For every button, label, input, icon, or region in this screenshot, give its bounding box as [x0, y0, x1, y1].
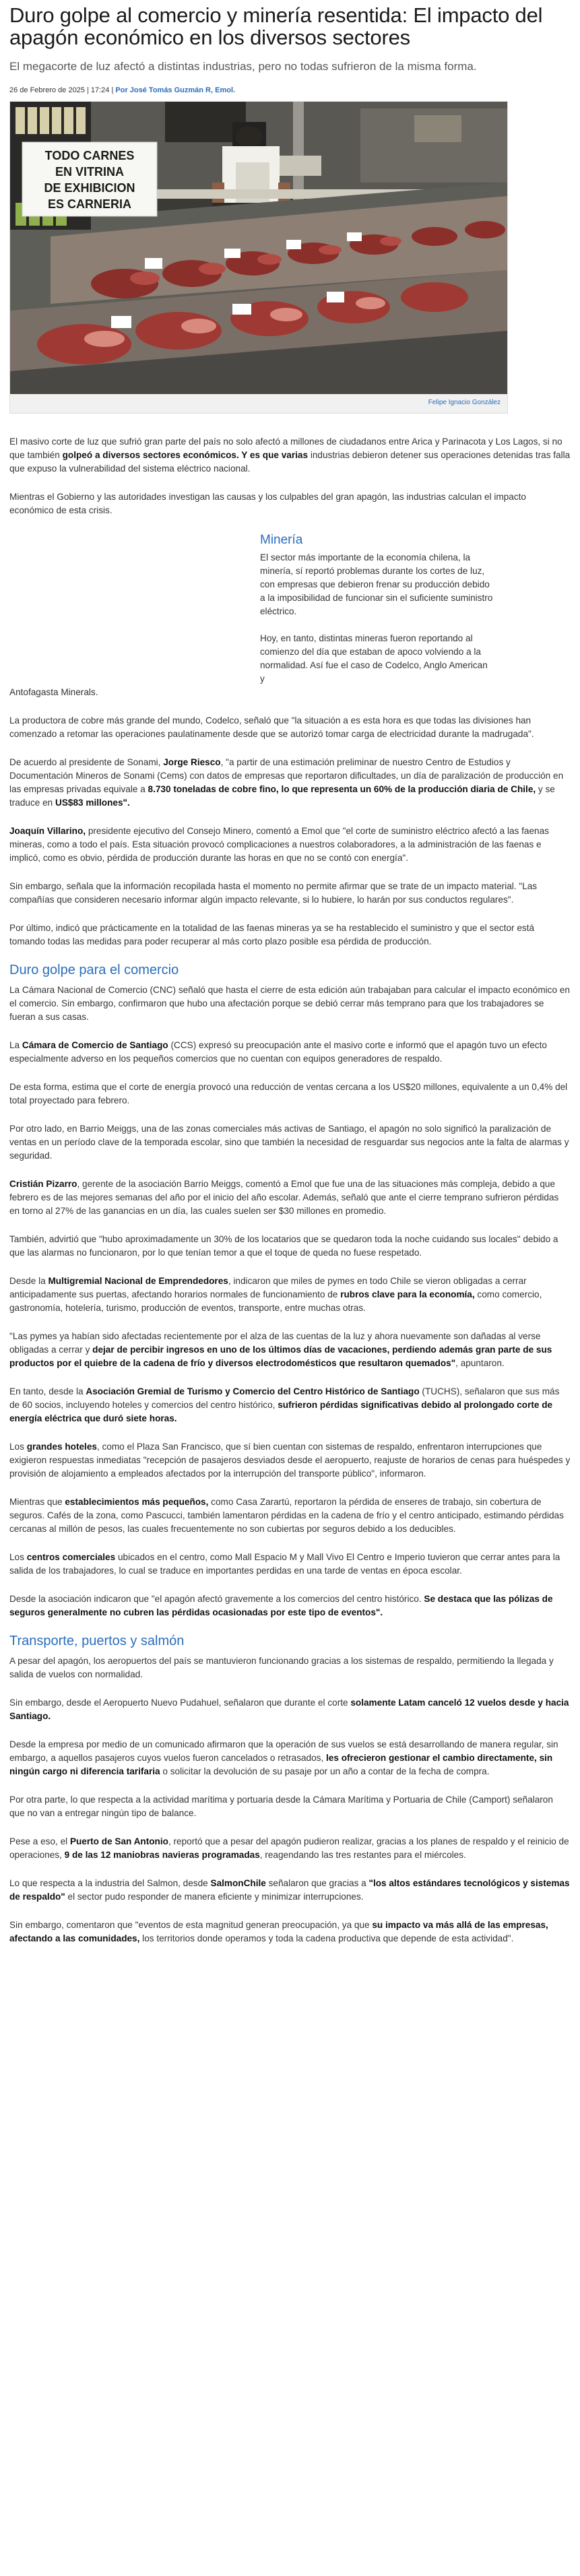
- photo-credit: Felipe Ignacio González: [428, 399, 501, 406]
- paragraph: El masivo corte de luz que sufrió gran parte del país no solo afectó a millones de ciudadanos entre Arica y Parinacota y Los Lagos, si no que también golpeó a diversos sectores económicos. Y es que varias industrias debieron detener sus operaciones detenidas tras falla que expuso la vulnerabilidad del sistema eléctrico nacional.: [9, 437, 571, 474]
- paragraph: La productora de cobre más grande del mundo, Codelco, señaló que "la situación a es esta hora es que todas las divisiones han comenzado a retomar las operaciones paulatinamente desde que se autorizó tomar carga de electricidad durante la madrugada".: [9, 715, 534, 739]
- paragraph: Pese a eso, el Puerto de San Antonio, reportó que a pesar del apagón pudieron realizar, gracias a los planes de respaldo y el reinicio de operaciones, 9 de las 12 maniobras navieras programadas, reagendando las tres restantes para el miércoles.: [9, 1836, 569, 1860]
- section-title-mineria: Minería: [260, 533, 303, 547]
- article-page: [0, 4, 580, 1945]
- paragraph: Mientras que establecimientos más pequeños, como Casa Zarartú, reportaron la pérdida de enseres de trabajo, sin cobertura de seguros. Cafés de la zona, como Pascucci, también lamentaron pérdidas en la cadena de frío y el centro anticipado, estimando pérdidas cercanas al millón de pesos, las cuales frecuentemente no son cubiertas por seguros debido a los deducibles.: [9, 1497, 564, 1534]
- mineria-sidebar: [260, 532, 494, 686]
- paragraph: Desde la Multigremial Nacional de Emprendedores, indicaron que miles de pymes en todo Chile se vieron obligadas a cerrar anticipadamente sus puertas, afectando horarios normales de funcionamiento de rubros clave para la economía, como comercio, gastronomía, hotelería, turismo, producción de eventos, transporte, entre muchas otras.: [9, 1276, 542, 1313]
- byline: [9, 86, 571, 94]
- article-body: [9, 435, 571, 1945]
- paragraph: Desde la asociación indicaron que "el apagón afectó gravemente a los comercios del centro histórico. Se destaca que las pólizas de seguros generalmente no cubren las pérdidas ocasionadas por este tipo de eventos".: [9, 1594, 553, 1617]
- sign-line-3: DE EXHIBICION: [44, 181, 135, 195]
- paragraph: En tanto, desde la Asociación Gremial de Turismo y Comercio del Centro Histórico de Santiago (TUCHS), señalaron que sus más de 60 socios, incluyendo hoteles y comercios del centro histórico, sufrieron pérdidas significativas debido al prolongado corte de energía eléctrica que duró siete horas.: [9, 1386, 560, 1423]
- article-subheadline: El megacorte de luz afectó a distintas industrias, pero no todas sufrieron de la misma forma.: [9, 60, 477, 73]
- paragraph: El sector más importante de la economía chilena, la minería, sí reportó problemas durante los cortes de luz, con empresas que debieron frenar su producción debido a la imposibilidad de funcionar sin el suficiente suministro eléctrico.: [260, 552, 493, 616]
- photo-figure: [9, 101, 508, 414]
- paragraph: Por otra parte, lo que respecta a la actividad marítima y portuaria desde la Cámara Marítima y Portuaria de Chile (Camport) señalaron que no van a entregar ningún tipo de balance.: [9, 1795, 553, 1818]
- section-title-comercio: Duro golpe para el comercio: [9, 963, 179, 977]
- author-link[interactable]: Por José Tomás Guzmán R, Emol.: [115, 86, 236, 94]
- paragraph: Mientras el Gobierno y las autoridades investigan las causas y los culpables del gran apagón, las industrias calculan el impacto económico de esta crisis.: [9, 492, 526, 515]
- paragraph: Joaquín Villarino, presidente ejecutivo del Consejo Minero, comentó a Emol que "el corte de suministro eléctrico afectó a las faenas mineras, como a todo el país. Esta situación provocó complicaciones a nuestros colaboradores, a la administración de las faenas e implicó, como es obvio, pérdida de producción durante las horas en que no se contó con energía".: [9, 826, 549, 863]
- paragraph: Por otro lado, en Barrio Meiggs, una de las zonas comerciales más activas de Santiago, el apagón no solo significó la paralización de ventas en un período clave de la temporada escolar, sino que también la necesidad de resguardar sus negocios ante la falta de alarmas y seguridad.: [9, 1124, 569, 1161]
- section-title-transporte: Transporte, puertos y salmón: [9, 1634, 185, 1648]
- paragraph: La Cámara Nacional de Comercio (CNC) señaló que hasta el cierre de esta edición aún trabajaban para calcular el impacto económico en el comercio. Sin embargo, confirmaron que hubo una afectación porque se debió cerrar más temprano para que los trabajadores se fueran a sus casas.: [9, 985, 570, 1022]
- paragraph: Por último, indicó que prácticamente en la totalidad de las faenas mineras ya se ha restablecido el suministro y que el sector está tomando todas las medidas para poder recuperar al más corto plazo posible esa pérdida de producción.: [9, 923, 535, 946]
- article-photo[interactable]: [10, 102, 507, 394]
- sign-line-2: EN VITRINA: [55, 165, 125, 179]
- paragraph: Sin embargo, desde el Aeropuerto Nuevo Pudahuel, señalaron que durante el corte solamente Latam canceló 12 vuelos desde y hacia Santiago.: [9, 1698, 569, 1721]
- article-headline: Duro golpe al comercio y minería resentida: El impacto del apagón económico en los diversos sectores: [9, 3, 543, 49]
- publish-date: 26 de Febrero de 2025 | 17:24 |: [9, 86, 114, 94]
- paragraph: A pesar del apagón, los aeropuertos del país se mantuvieron funcionando gracias a los sistemas de respaldo, permitiendo la llegada y salida de vuelos con normalidad.: [9, 1656, 554, 1679]
- sign-line-4: ES CARNERIA: [47, 197, 132, 211]
- sign-line-1: TODO CARNES: [44, 149, 135, 162]
- paragraph: Los centros comerciales ubicados en el centro, como Mall Espacio M y Mall Vivo El Centro e Imperio tuvieron que cerrar antes para la salida de los trabajadores, lo cual se traduce en importantes perdidas en una tarde de ventas en época escolar.: [9, 1552, 560, 1576]
- paragraph: Antofagasta Minerals.: [9, 687, 98, 697]
- butcher-shop-photo: [10, 102, 507, 394]
- paragraph: Los grandes hoteles, como el Plaza San Francisco, que sí bien cuentan con sistemas de respaldo, enfrentaron interrupciones que exigieron respuestas inmediatas "recepción de pasajeros desviados desde el aeropuerto, reajuste de horarios de cenas para huéspedes y provisión de alojamiento a empleados afectados por la interrupción del transporte público", informaron.: [9, 1442, 571, 1479]
- paragraph: De esta forma, estima que el corte de energía provocó una reducción de ventas cercana a los US$20 millones, equivalente a un 0,4% del total proyectado para febrero.: [9, 1082, 568, 1105]
- paragraph: Cristián Pizarro, gerente de la asociación Barrio Meiggs, comentó a Emol que fue una de las situaciones más compleja, debido a que febrero es de las mejores semanas del año por el inicio del año escolar. Además, señaló que ante el cierre temprano sufrieron pérdidas en torno al 27% de las ganancias en un día, las cuales suelen ser $30 millones en promedio.: [9, 1179, 559, 1216]
- paragraph: Lo que respecta a la industria del Salmon, desde SalmonChile señalaron que gracias a "los altos estándares tecnológicos y sistemas de respaldo" el sector pudo responder de manera eficiente y minimizar interrupciones.: [9, 1878, 570, 1902]
- paragraph: "Las pymes ya habían sido afectadas recientemente por el alza de las cuentas de la luz y ahora nuevamente son dañadas al verse obligadas a cerrar y dejar de percibir ingresos en uno de los últimos días de vacaciones, perdiendo además gran parte de sus productos por el quiebre de la cadena de frío y diversos electrodomésticos que resultaron quemados", apuntaron.: [9, 1331, 552, 1368]
- paragraph: De acuerdo al presidente de Sonami, Jorge Riesco, "a partir de una estimación preliminar de nuestro Centro de Estudios y Documentación Mineros de Sonami (Cems) con datos de empresas que reportaron dificultades, un día de paralización de producción en las empresas privadas equivale a 8.730 toneladas de cobre fino, lo que representa un 60% de la producción diaria de Chile, y se traduce en US$83 millones".: [9, 757, 564, 808]
- paragraph: Sin embargo, comentaron que "eventos de esta magnitud generan preocupación, ya que su impacto va más allá de las empresas, afectando a las comunidades, los territorios donde operamos y toda la cadena productiva que depende de esta actividad".: [9, 1920, 548, 1943]
- paragraph: La Cámara de Comercio de Santiago (CCS) expresó su preocupación ante el masivo corte e informó que el apagón tuvo un efecto especialmente adverso en los pequeños comercios que no cuentan con equipos generadores de respaldo.: [9, 1040, 547, 1064]
- paragraph: Sin embargo, señala que la información recopilada hasta el momento no permite afirmar que se trate de un impacto material. "Las compañías que consideren necesario informar algún impacto relevante, si lo hubiere, lo harán por sus conductos regulares".: [9, 881, 538, 905]
- paragraph: Desde la empresa por medio de un comunicado afirmaron que la operación de sus vuelos se está desarrollando de manera regular, sin embargo, a aquellos pasajeros cuyos vuelos fueron cancelados o retrasados, les ofrecieron gestionar el cambio directamente, sin ningún cargo ni diferencia tarifaria o solicitar la devolución de su pasaje por un año a contar de la fecha de compra.: [9, 1739, 558, 1776]
- paragraph: También, advirtió que "hubo aproximadamente un 30% de los locatarios que se quedaron toda la noche cuidando sus locales" debido a que las alarmas no funcionaron, por lo que tenían temor a que el toque de queda no fuese respetado.: [9, 1234, 558, 1258]
- paragraph: Hoy, en tanto, distintas mineras fueron reportando al comienzo del día que estaban de apoco volviendo a la normalidad. Así fue el caso de Codelco, Anglo American y: [260, 633, 488, 684]
